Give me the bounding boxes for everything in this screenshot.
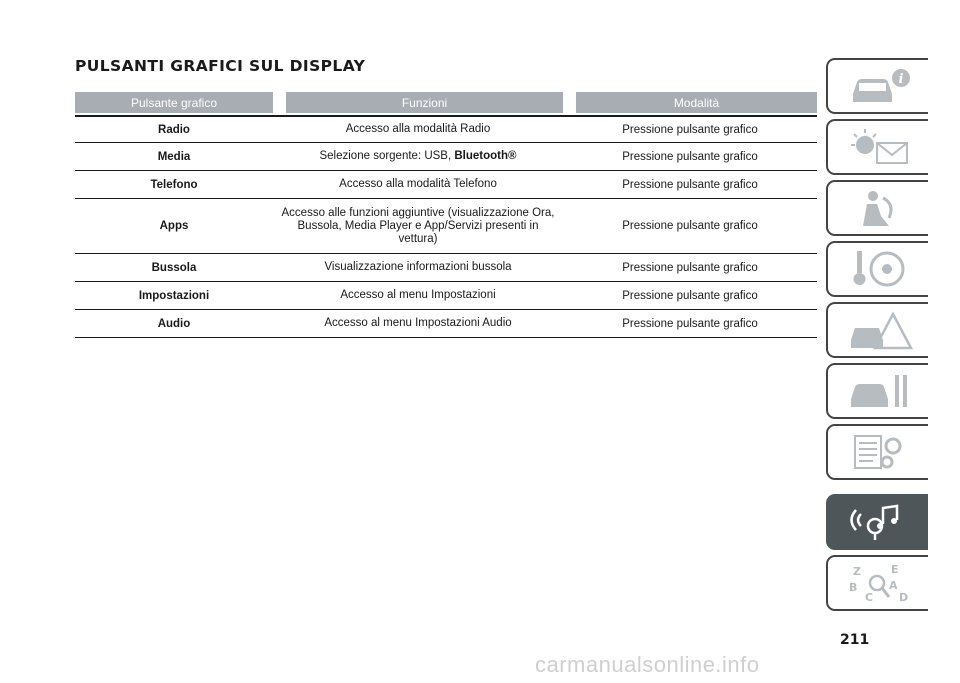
svg-text:C: C [865, 591, 874, 604]
cell-button: Media [157, 150, 191, 163]
tab-index[interactable] [826, 555, 928, 611]
table-row [75, 117, 817, 143]
car-info-icon [843, 64, 913, 108]
watermark: carmanualsonline.info [535, 652, 760, 677]
header-functions: Funzioni [286, 92, 563, 113]
cell-mode: Pressione pulsante grafico [622, 261, 758, 274]
tab-car-info[interactable] [826, 58, 928, 114]
cell-function: Accesso alla modalità Telefono [339, 178, 497, 190]
svg-text:B: B [849, 581, 858, 594]
technical-data-icon [843, 430, 913, 474]
multimedia-icon [843, 500, 913, 544]
cell-mode: Pressione pulsante grafico [622, 123, 758, 136]
svg-text:D: D [899, 591, 909, 604]
cell-function: Accesso alle funzioni aggiuntive (visualizzazione Ora, Bussola, Media Player e App/Servizi presenti in vettura) [281, 206, 555, 245]
cell-button: Audio [157, 317, 191, 330]
page-number: 211 [840, 632, 870, 648]
cell-function: Accesso alla modalità Radio [345, 123, 491, 135]
tab-maintenance[interactable] [826, 363, 928, 419]
cell-button: Impostazioni [138, 289, 210, 302]
cell-button: Apps [159, 220, 189, 232]
cell-mode: Pressione pulsante grafico [622, 150, 758, 163]
table-row [75, 310, 817, 338]
cell-function: Visualizzazione informazioni bussola [324, 261, 512, 273]
cell-button: Bussola [151, 261, 197, 274]
key-steering-wheel-icon [843, 247, 913, 291]
cell-mode: Pressione pulsante grafico [622, 317, 758, 330]
cell-button: Radio [158, 123, 190, 136]
buttons-table [75, 92, 817, 338]
svg-text:i: i [898, 72, 904, 87]
cell-function: Accesso al menu Impostazioni [340, 289, 496, 301]
table-row [75, 282, 817, 310]
cell-mode: Pressione pulsante grafico [622, 220, 758, 232]
tab-starting-driving[interactable] [826, 241, 928, 297]
car-emergency-icon [843, 308, 913, 352]
svg-text:E: E [891, 563, 899, 576]
warning-lights-message-icon [843, 125, 913, 169]
tab-technical-data[interactable] [826, 424, 928, 480]
table-row [75, 254, 817, 282]
seat-airbag-icon [843, 186, 913, 230]
page-title: PULSANTI GRAFICI SUL DISPLAY [75, 57, 366, 75]
tab-safety[interactable] [826, 180, 928, 236]
alphabetical-index-icon [843, 561, 913, 605]
cell-mode: Pressione pulsante grafico [622, 178, 758, 191]
cell-function: Selezione sorgente: USB, Bluetooth® [319, 150, 517, 162]
tab-warning-lights[interactable] [826, 119, 928, 175]
table-row [75, 199, 817, 254]
cell-mode: Pressione pulsante grafico [622, 289, 758, 302]
tab-emergency[interactable] [826, 302, 928, 358]
header-mode: Modalità [576, 92, 817, 113]
table-row [75, 143, 817, 171]
svg-text:Z: Z [853, 565, 861, 578]
car-maintenance-icon [843, 369, 913, 413]
cell-button: Telefono [150, 178, 198, 191]
tab-multimedia[interactable] [826, 494, 928, 550]
table-header [75, 92, 817, 113]
cell-function: Accesso al menu Impostazioni Audio [324, 317, 512, 329]
svg-text:A: A [889, 579, 898, 592]
table-row [75, 171, 817, 199]
header-button: Pulsante grafico [75, 92, 273, 113]
